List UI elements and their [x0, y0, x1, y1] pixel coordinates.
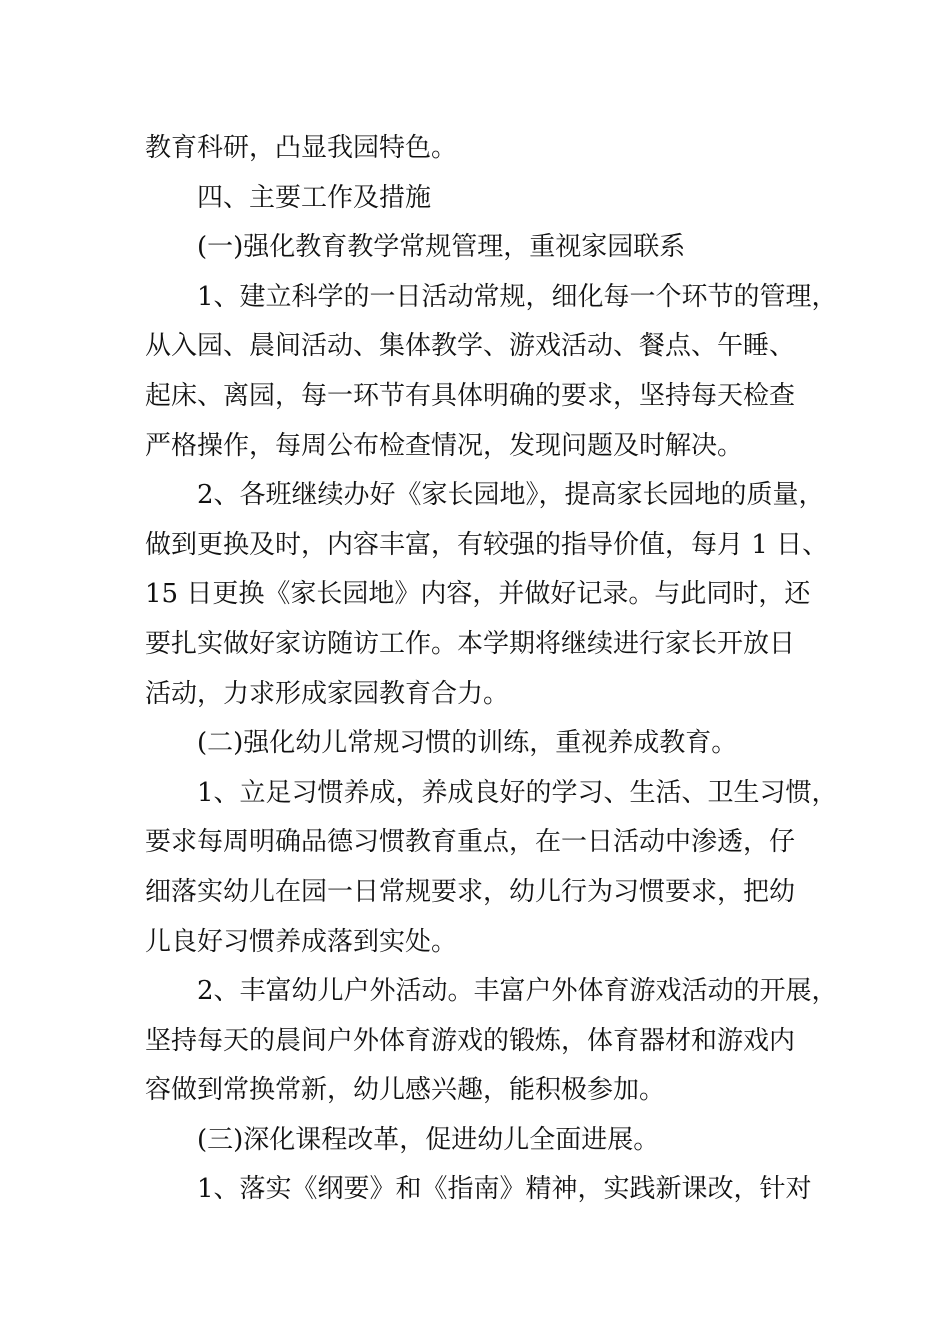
- text-line: 教育科研，凸显我园特色。: [145, 133, 458, 163]
- text-line: 严格操作，每周公布检查情况，发现问题及时解决。: [145, 430, 744, 461]
- text-line: 活动，力求形成家园教育合力。: [145, 678, 510, 709]
- text-line: 要扎实做好家访随访工作。本学期将继续进行家长开放日: [145, 628, 796, 659]
- text-line: 2、丰富幼儿户外活动。丰富户外体育游戏活动的开展，: [197, 976, 838, 1007]
- subsection-heading: (三)深化课程改革，促进幼儿全面进展。: [197, 1124, 660, 1155]
- text-line: 儿良好习惯养成落到实处。: [145, 926, 458, 957]
- text-line: 起床、离园，每一环节有具体明确的要求，坚持每天检查: [145, 380, 796, 411]
- text-line: 从入园、晨间活动、集体教学、游戏活动、餐点、午睡、: [145, 331, 796, 362]
- text-line: 1、立足习惯养成，养成良好的学习、生活、卫生习惯，: [197, 777, 838, 808]
- text-line: 1、落实《纲要》和《指南》精神，实践新课改，针对: [197, 1174, 812, 1205]
- text-line: 坚持每天的晨间户外体育游戏的锻炼，体育器材和游戏内: [145, 1025, 796, 1056]
- text-line: 做到更换及时，内容丰富，有较强的指导价值，每月 1 日、: [145, 529, 829, 560]
- text-line: 要求每周明确品德习惯教育重点，在一日活动中渗透，仔: [145, 827, 796, 858]
- section-heading: 四、主要工作及措施: [197, 182, 432, 213]
- text-line: 15 日更换《家长园地》内容，并做好记录。与此同时，还: [145, 579, 811, 610]
- text-line: 1、建立科学的一日活动常规，细化每一个环节的管理，: [197, 281, 838, 312]
- subsection-heading: (二)强化幼儿常规习惯的训练，重视养成教育。: [197, 728, 738, 759]
- text-line: 细落实幼儿在园一日常规要求，幼儿行为习惯要求，把幼: [145, 876, 796, 907]
- text-line: 容做到常换常新，幼儿感兴趣，能积极参加。: [145, 1075, 666, 1106]
- subsection-heading: (一)强化教育教学常规管理，重视家园联系: [197, 232, 686, 263]
- text-line: 2、各班继续办好《家长园地》，提高家长园地的质量，: [197, 480, 825, 511]
- document-body: [145, 124, 838, 1215]
